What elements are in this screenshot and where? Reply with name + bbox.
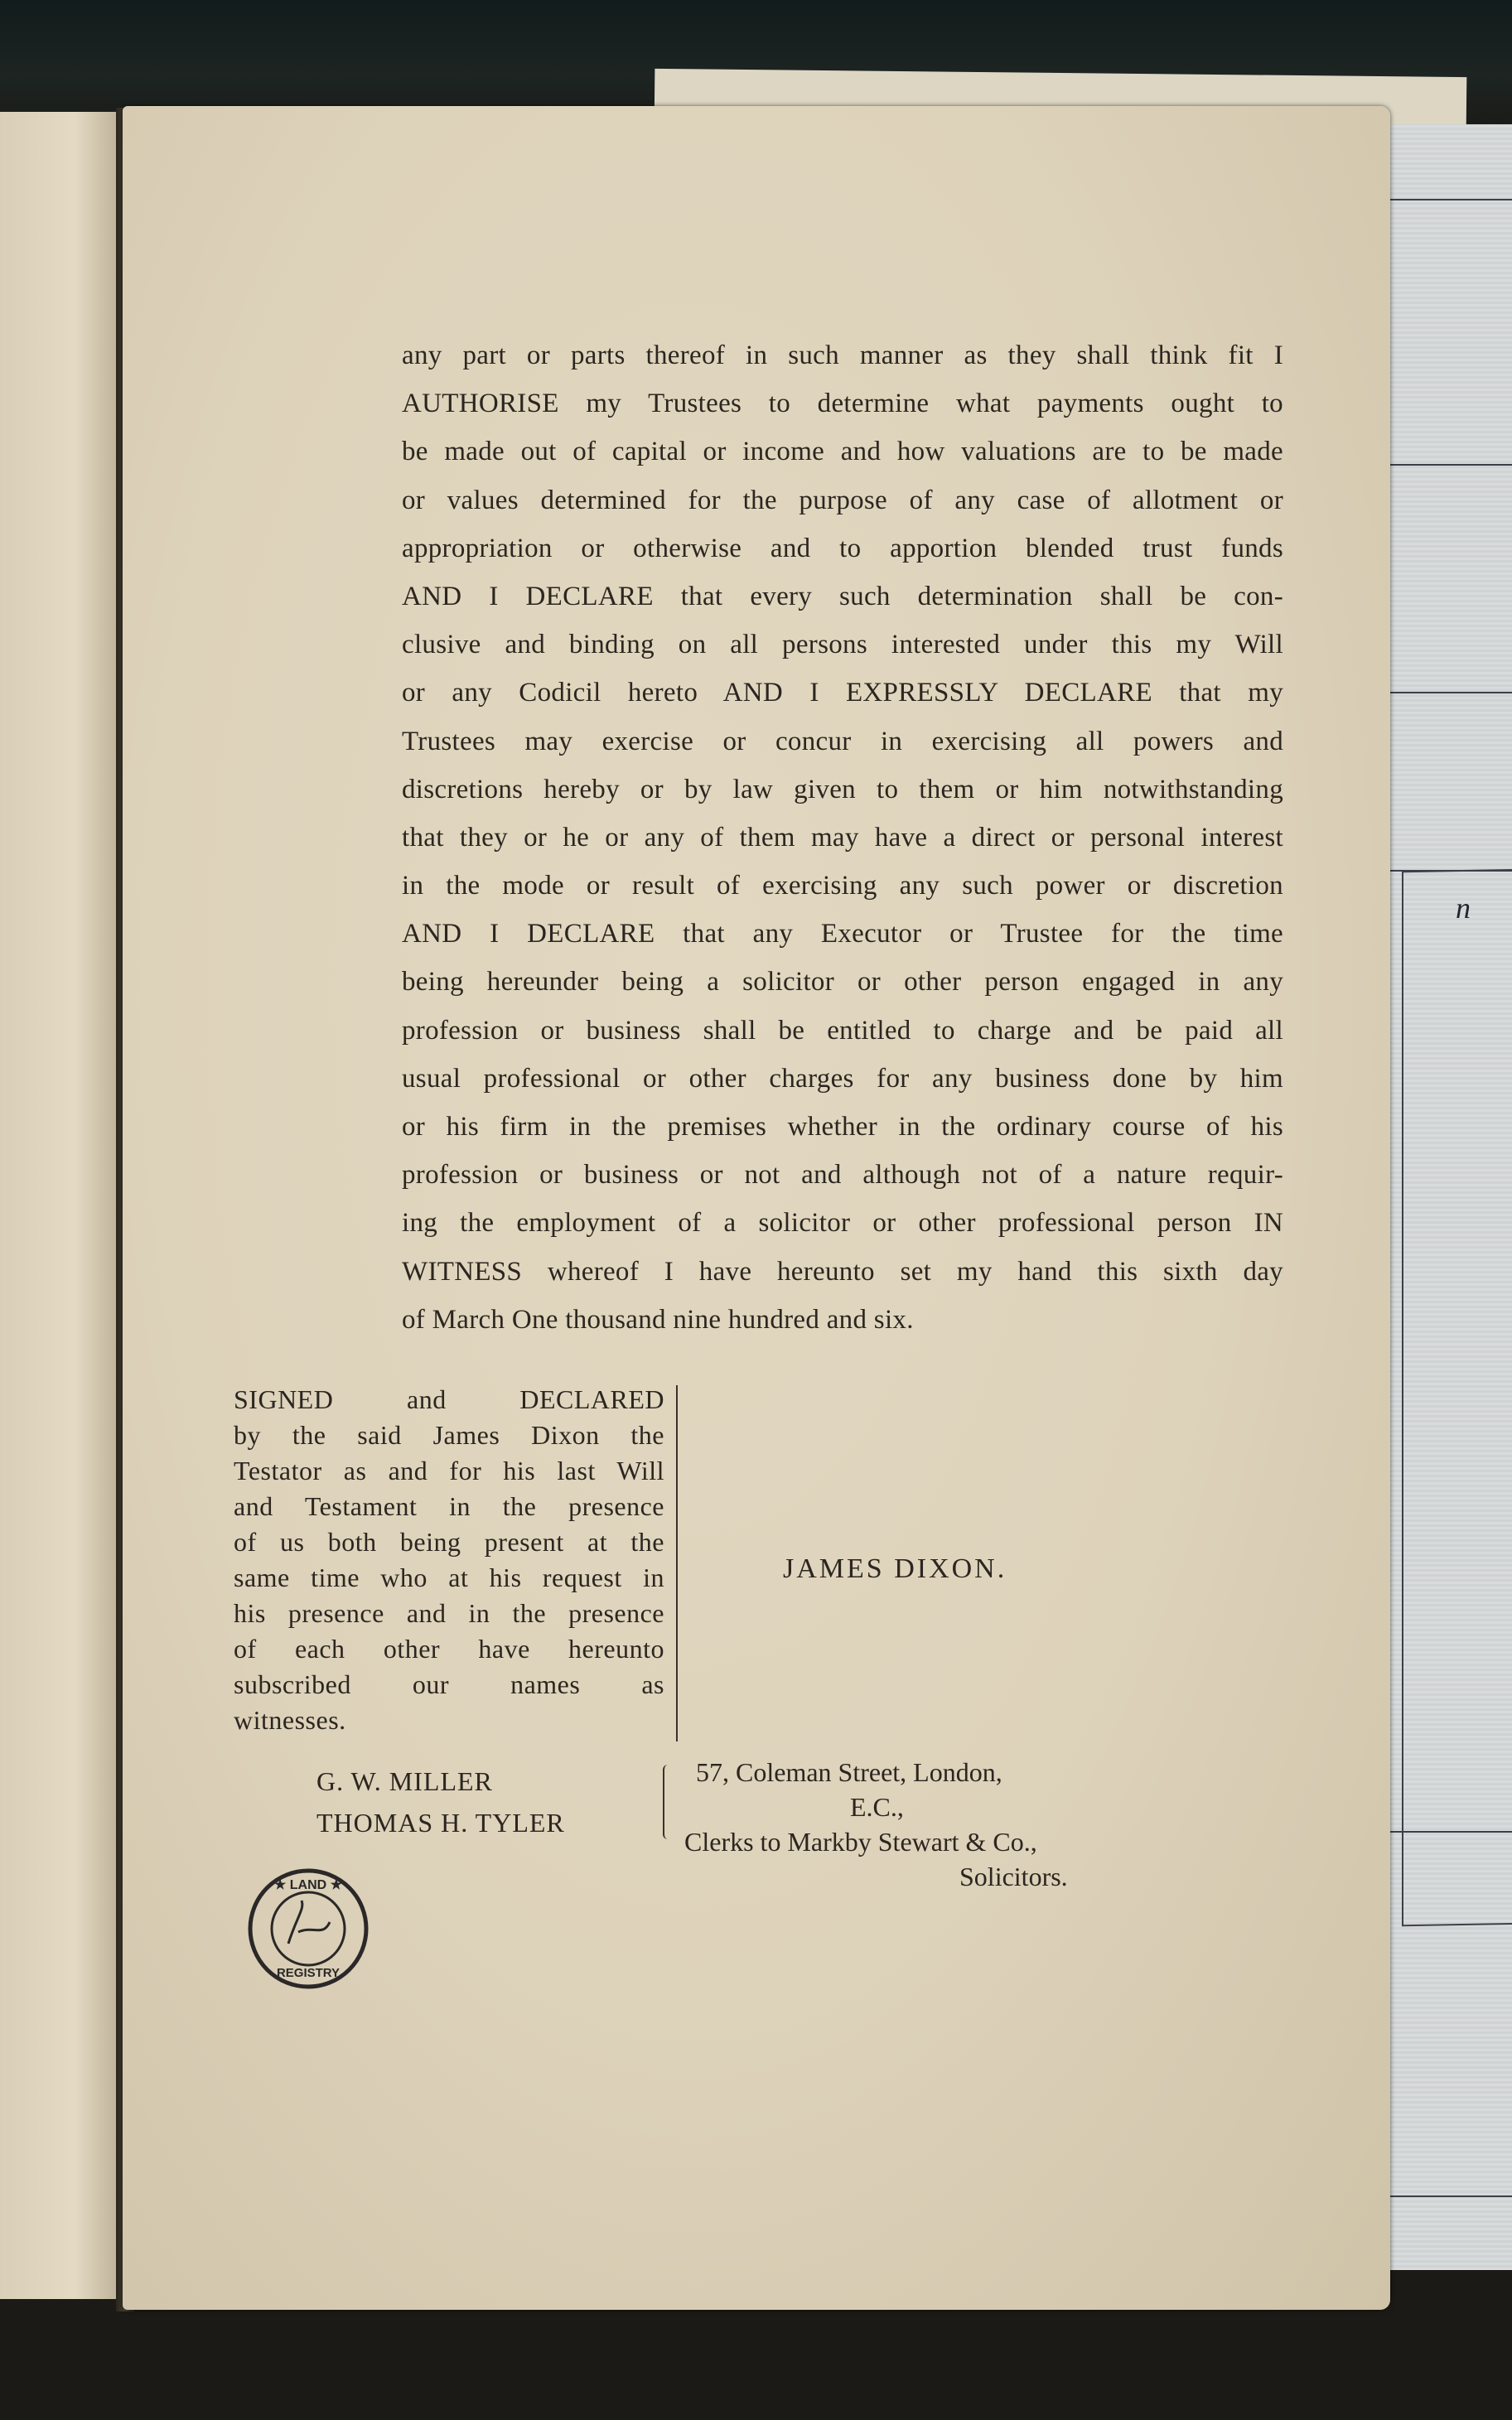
text-line: AUTHORISE my Trustees to determine what payments ought to	[402, 389, 1283, 419]
witness-address	[684, 1755, 1115, 1894]
text-line: in the mode or result of exercising any such power or discretion	[402, 871, 1283, 901]
attached-form-edge	[1375, 124, 1512, 2270]
text-line: usual professional or other charges for any business done by him	[402, 1063, 1283, 1094]
form-rule	[1377, 199, 1512, 200]
text-line: same time who at his request in	[234, 1563, 664, 1592]
text-line: Trustees may exercise or concur in exercising all powers and	[402, 726, 1283, 756]
text-line: discretions hereby or by law given to them or him notwithstanding	[402, 774, 1283, 804]
text-line: profession or business shall be entitled to charge and be paid all	[402, 1015, 1283, 1046]
witness-names	[316, 1761, 565, 1843]
address-line: Solicitors.	[959, 1862, 1068, 1891]
address-line: E.C.,	[850, 1792, 904, 1822]
margin-mark: n	[1456, 891, 1471, 925]
text-line: or values determined for the purpose of any case of allotment or	[402, 485, 1283, 515]
text-line: Testator as and for his last Will	[234, 1456, 664, 1485]
text-line: witnesses.	[234, 1705, 346, 1735]
form-rule	[1377, 2195, 1512, 2197]
text-line: WITNESS whereof I have hereunto set my hand this sixth day	[402, 1256, 1283, 1287]
text-line: appropriation or otherwise and to apportion blended trust funds	[402, 533, 1283, 563]
text-line: by the said James Dixon the	[234, 1420, 664, 1450]
attestation-brace	[669, 1385, 678, 1741]
text-line: ing the employment of a solicitor or other professional person IN	[402, 1208, 1283, 1239]
svg-text:★ LAND ★: ★ LAND ★	[273, 1878, 343, 1892]
facing-page	[0, 112, 124, 2299]
witness-name: G. W. MILLER	[316, 1766, 493, 1796]
text-line: or any Codicil hereto AND I EXPRESSLY DECLARE that my	[402, 678, 1283, 708]
text-line: and Testament in the presence	[234, 1491, 664, 1521]
text-line: of us both being present at the	[234, 1527, 664, 1557]
text-line: being hereunder being a solicitor or other person engaged in any	[402, 967, 1283, 997]
text-line: profession or business or not and although not of a nature requir-	[402, 1160, 1283, 1191]
address-line: 57, Coleman Street, London,	[696, 1757, 1002, 1787]
testator-signature: JAMES DIXON.	[783, 1553, 1007, 1584]
text-line: of each other have hereunto	[234, 1634, 664, 1664]
text-line: SIGNED and DECLARED	[234, 1384, 664, 1414]
witness-brace	[663, 1765, 673, 1839]
text-line: that they or he or any of them may have a direct or personal interest	[402, 822, 1283, 853]
land-registry-stamp	[247, 1867, 370, 1990]
svg-text:REGISTRY: REGISTRY	[276, 1966, 341, 1980]
text-line: be made out of capital or income and how valuations are to be made	[402, 437, 1283, 467]
text-line: clusive and binding on all persons interested under this my Will	[402, 630, 1283, 660]
text-line: AND I DECLARE that any Executor or Trustee for the time	[402, 919, 1283, 949]
attestation-clause	[234, 1382, 664, 1738]
witness-name: THOMAS H. TYLER	[316, 1808, 565, 1838]
text-line: or his firm in the premises whether in the ordinary course of his	[402, 1112, 1283, 1142]
text-line: AND I DECLARE that every such determination shall be con-	[402, 581, 1283, 611]
text-line: subscribed our names as	[234, 1669, 664, 1699]
text-line: of March One thousand nine hundred and six.	[402, 1304, 914, 1335]
text-line: any part or parts thereof in such manner as they shall think fit I	[402, 341, 1283, 370]
form-rule	[1377, 692, 1512, 693]
address-line: Clerks to Markby Stewart & Co.,	[684, 1827, 1037, 1857]
form-rule	[1377, 464, 1512, 466]
form-box	[1402, 869, 1512, 1927]
will-body-text	[402, 331, 1283, 1344]
text-line: his presence and in the presence	[234, 1598, 664, 1628]
